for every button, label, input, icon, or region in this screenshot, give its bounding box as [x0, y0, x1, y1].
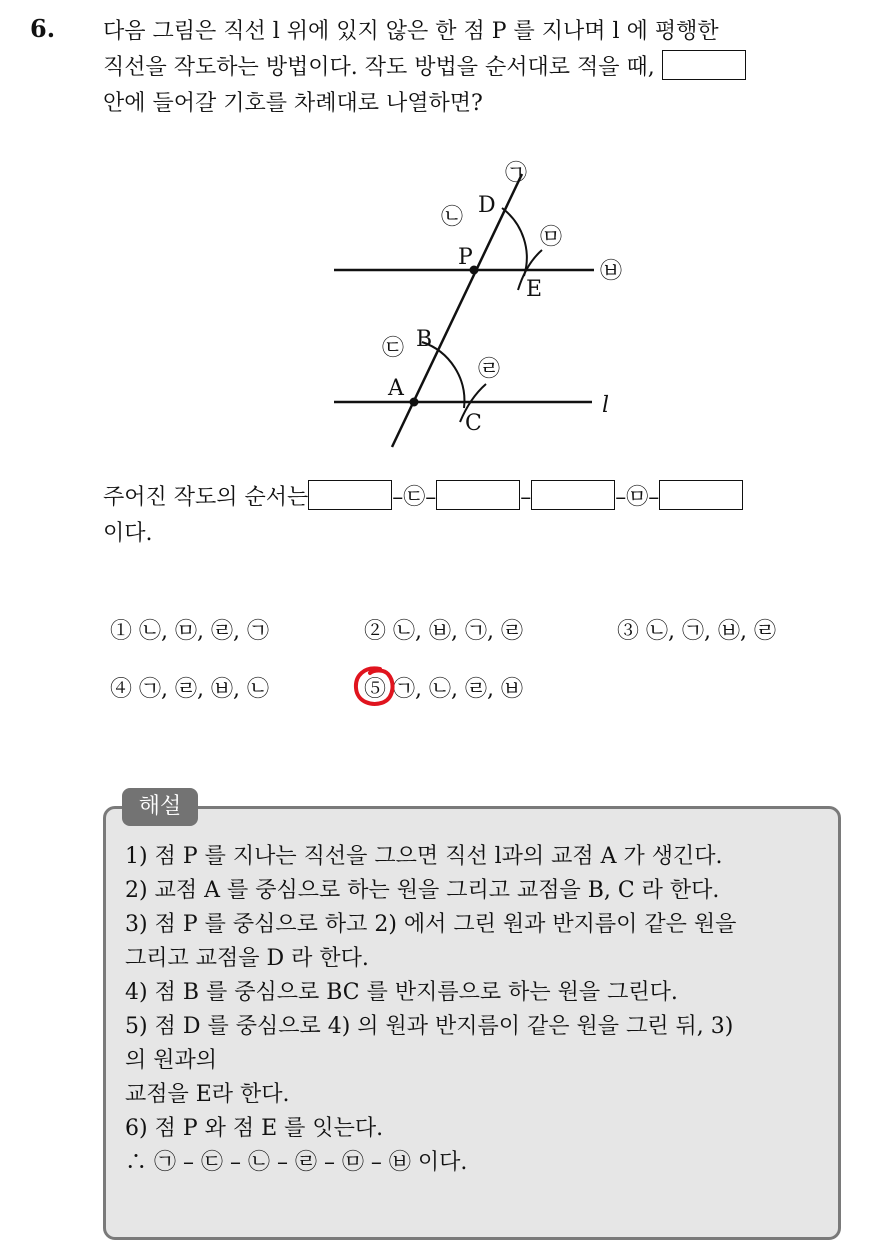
order-blank-3	[531, 480, 615, 510]
order-sep: –	[615, 485, 627, 510]
order-sep: –	[392, 485, 404, 510]
label-A: A	[388, 376, 404, 401]
order-sep: –	[425, 485, 437, 510]
explanation-line-2: 2) 교점 A 를 중심으로 하는 원을 그리고 교점을 B, C 라 한다.	[125, 878, 720, 903]
label-mieum: ㉤	[540, 225, 563, 250]
label-rieul: ㉣	[478, 357, 501, 382]
explanation-line-6: 5) 점 D 를 중심으로 4) 의 원과 반지름이 같은 원을 그린 뒤, 3)	[125, 1014, 734, 1039]
explanation-line-9: 6) 점 P 와 점 E 를 잇는다.	[125, 1116, 384, 1141]
question-line-3: 안에 들어갈 기호를 차례대로 나열하면?	[103, 91, 483, 116]
explanation-tag: 해설	[122, 788, 198, 826]
choice-1[interactable]	[110, 614, 269, 645]
order-blank-2	[436, 480, 520, 510]
question-line-2-text: 직선을 작도하는 방법이다. 작도 방법을 순서대로 적을 때,	[103, 55, 655, 80]
explanation-line-5: 4) 점 B 를 중심으로 BC 를 반지름으로 하는 원을 그린다.	[125, 980, 678, 1005]
label-digeut: ㉢	[382, 336, 405, 361]
explanation-line-10: ∴ ㉠ – ㉢ – ㉡ – ㉣ – ㉤ – ㉥ 이다.	[125, 1150, 468, 1175]
explanation-line-4: 그리고 교점을 D 라 한다.	[125, 946, 369, 971]
label-bieup: ㉥	[600, 259, 623, 284]
label-giyeok: ㉠	[505, 161, 528, 186]
answer-circle-mark	[350, 664, 400, 710]
order-symbol-1: ㉢	[403, 485, 426, 510]
order-suffix: 이다.	[103, 521, 153, 546]
choice-text: ㉠, ㉣, ㉥, ㉡	[139, 677, 269, 702]
choice-text: ㉡, ㉥, ㉠, ㉣	[393, 619, 523, 644]
choice-text: ㉡, ㉤, ㉣, ㉠	[139, 619, 269, 644]
explanation-line-1: 1) 점 P 를 지나는 직선을 그으면 직선 l과의 교점 A 가 생긴다.	[125, 844, 723, 869]
choice-number: ⑤	[364, 677, 387, 702]
label-D: D	[478, 193, 496, 218]
order-sep: –	[520, 485, 532, 510]
explanation-line-8: 교점을 E라 한다.	[125, 1082, 290, 1107]
choice-number: ①	[110, 619, 133, 644]
choice-number: ④	[110, 677, 133, 702]
point-A	[410, 398, 419, 407]
choice-number: ③	[617, 619, 640, 644]
question-line-1: 다음 그림은 직선 l 위에 있지 않은 한 점 P 를 지나며 l 에 평행한	[103, 19, 719, 44]
order-statement	[103, 480, 873, 552]
label-C: C	[465, 411, 482, 436]
question-line-2	[103, 50, 863, 86]
explanation-lines	[125, 840, 835, 1180]
blank-box	[662, 50, 746, 80]
question-number: 6.	[30, 14, 56, 43]
construction-figure	[320, 150, 640, 450]
label-l: l	[602, 393, 610, 418]
arc-around-P	[502, 208, 527, 276]
order-blank-4	[659, 480, 743, 510]
choice-3[interactable]	[617, 614, 776, 645]
question-text	[103, 14, 863, 122]
label-P: P	[458, 245, 473, 270]
explanation-line-3: 3) 점 P 를 중심으로 하고 2) 에서 그린 원과 반지름이 같은 원을	[125, 912, 737, 937]
label-nieun: ㉡	[441, 205, 464, 230]
label-E: E	[526, 277, 543, 302]
order-sep: –	[648, 485, 660, 510]
choice-text: ㉡, ㉠, ㉥, ㉣	[646, 619, 776, 644]
order-blank-1	[308, 480, 392, 510]
label-B: B	[416, 327, 433, 352]
order-symbol-2: ㉤	[626, 485, 649, 510]
choice-number: ②	[364, 619, 387, 644]
choice-4[interactable]	[110, 672, 269, 703]
order-prefix: 주어진 작도의 순서는	[103, 485, 309, 510]
order-line-1	[103, 480, 873, 516]
choice-2[interactable]	[364, 614, 523, 645]
explanation-line-7: 의 원과의	[125, 1048, 218, 1073]
choice-text: ㉠, ㉡, ㉣, ㉥	[393, 677, 523, 702]
